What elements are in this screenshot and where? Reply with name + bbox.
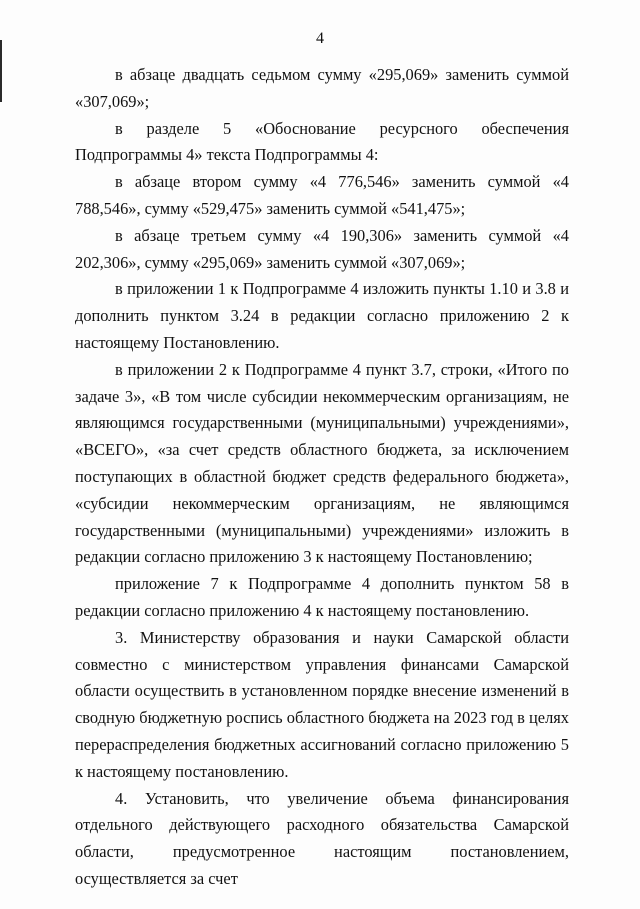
paragraph-6: в приложении 2 к Подпрограмме 4 пункт 3.7, строки, «Итого по задаче 3», «В том числе субсидии некоммерческим организациям, не являющимся государственными (муниципальными) учреждениями», «ВСЕГО», «за счет средств областного бюджета, за исключением поступающих в областной бюджет средств федерального бюджета», «субсидии некоммерческим организациям, не являющимся государственными (муниципальными) учреждениями» изложить в редакции согласно приложению 3 к настоящему Постановлению; (75, 359, 569, 567)
paragraph-9: 4. Установить, что увеличение объема финансирования отдельного действующего расходного обязательства Самарской области, предусмотренное настоящим постановлением, осуществляется за счет (75, 788, 569, 888)
page-number: 4 (316, 30, 324, 47)
paragraph-8: 3. Министерству образования и науки Самарской области совместно с министерством управления финансами Самарской области осуществить в установленном порядке внесение изменений в сводную бюджетную роспись областного бюджета на 2023 год в целях перераспределения бюджетных ассигнований согласно приложению 5 к настоящему постановлению. (75, 627, 569, 781)
paragraph-2: в разделе 5 «Обоснование ресурсного обеспечения Подпрограммы 4» текста Подпрограммы 4: (75, 118, 569, 165)
scan-edge-mark (0, 40, 2, 102)
paragraph-1: в абзаце двадцать седьмом сумму «295,069» заменить суммой «307,069»; (75, 65, 569, 111)
paragraph-3: в абзаце втором сумму «4 776,546» заменить суммой «4 788,546», сумму «529,475» заменить суммой «541,475»; (75, 172, 569, 218)
paragraph-7: приложение 7 к Подпрограмме 4 дополнить пунктом 58 в редакции согласно приложению 4 к настоящему постановлению. (75, 574, 569, 620)
paragraph-5: в приложении 1 к Подпрограмме 4 изложить пункты 1.10 и 3.8 и дополнить пунктом 3.24 в редакции согласно приложению 2 к настоящему Постановлению. (75, 279, 569, 352)
paragraph-4: в абзаце третьем сумму «4 190,306» заменить суммой «4 202,306», сумму «295,069» заменить суммой «307,069»; (75, 225, 569, 272)
document-body (75, 62, 569, 893)
